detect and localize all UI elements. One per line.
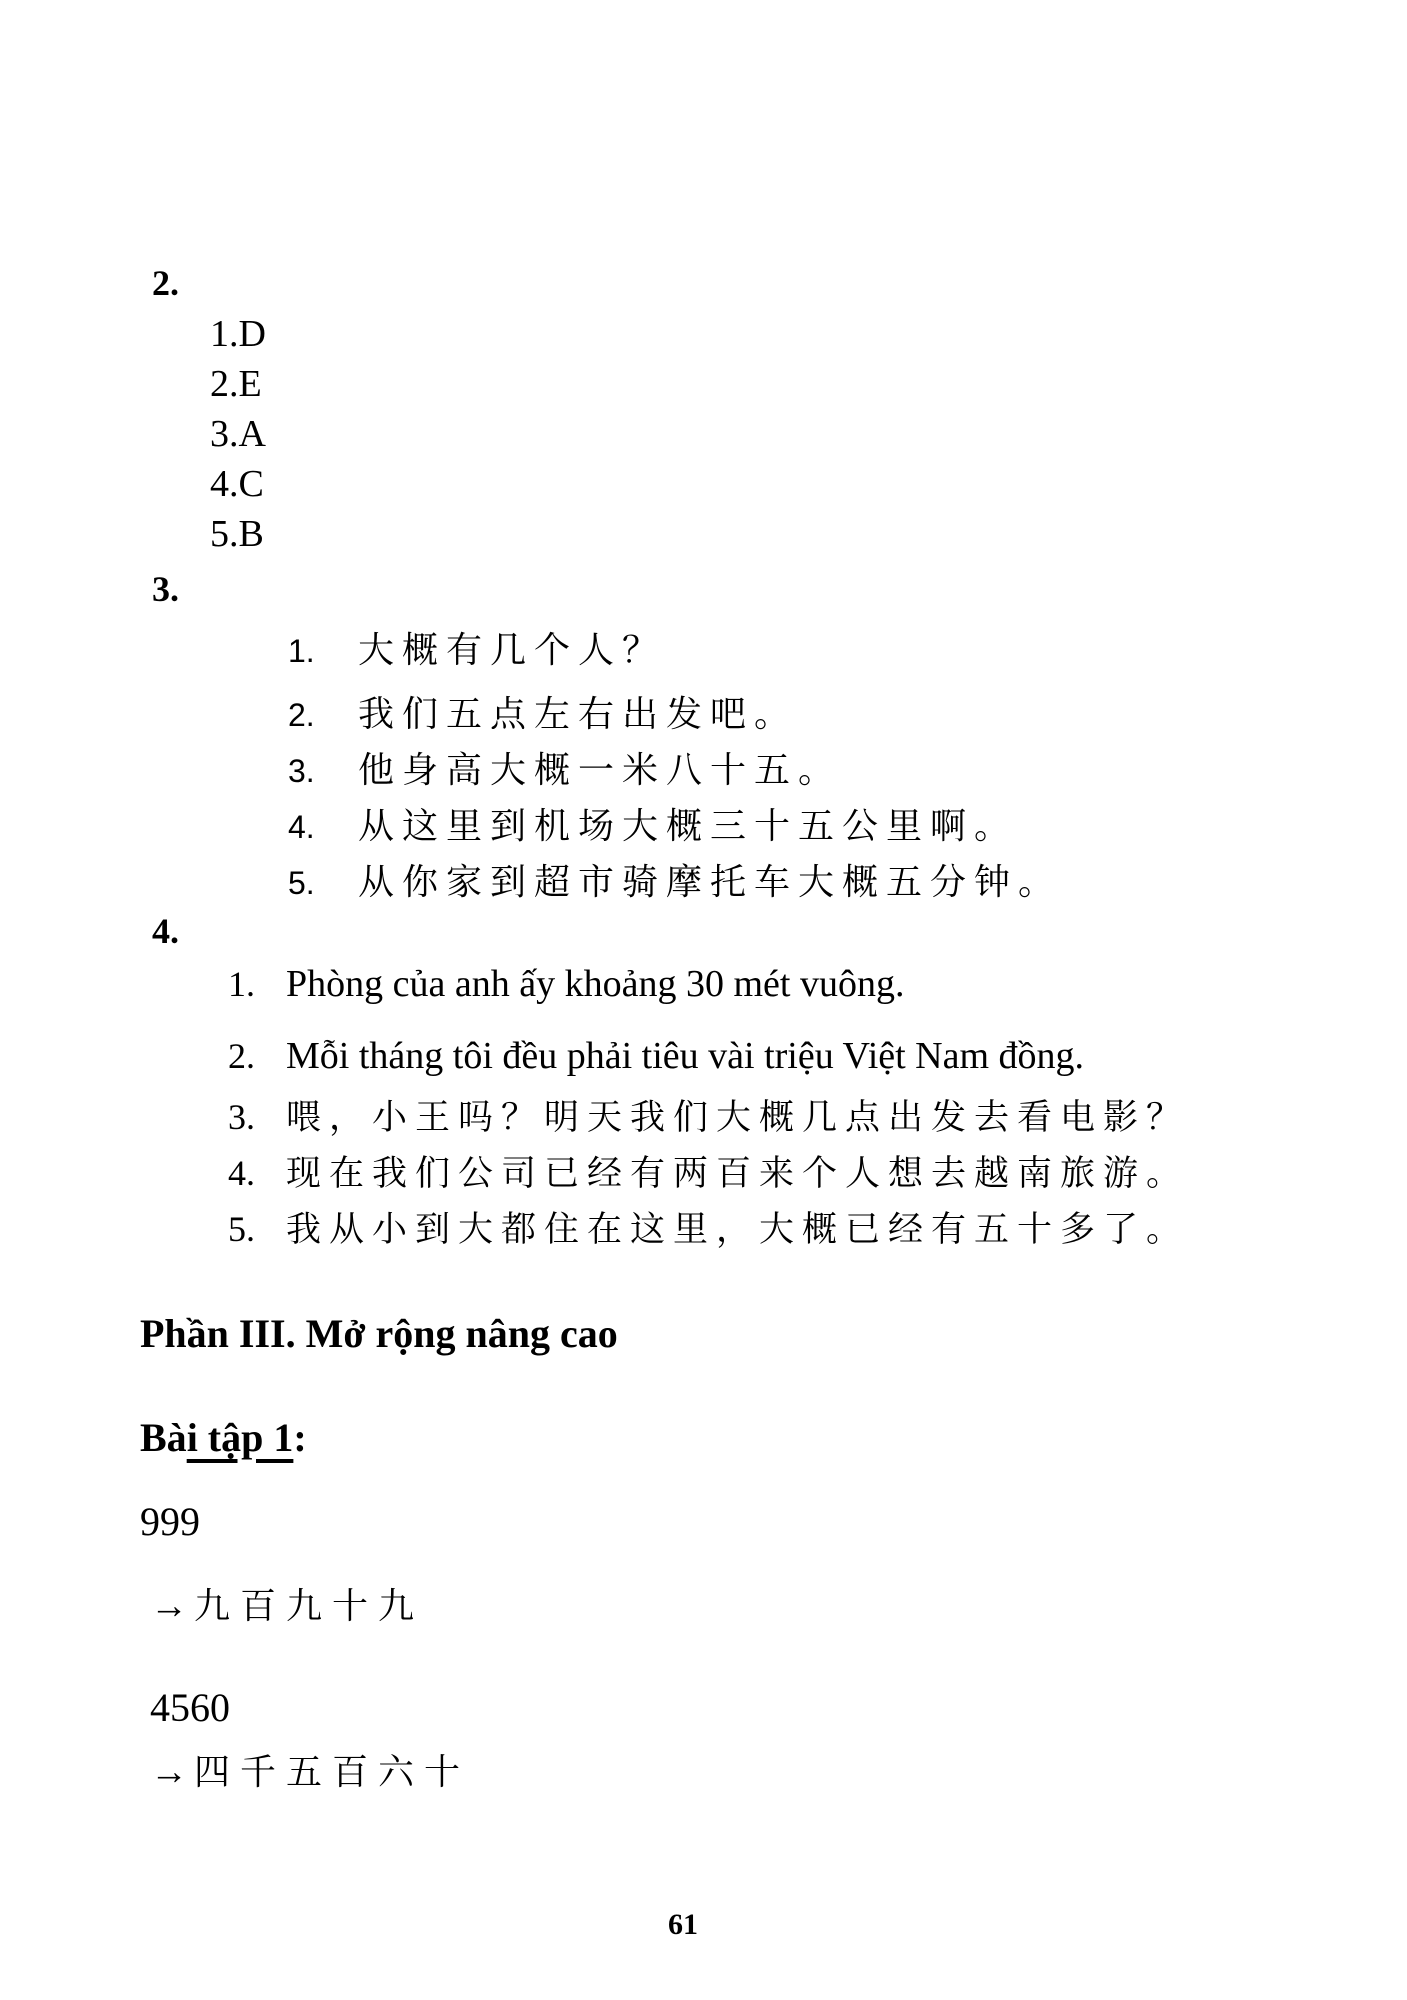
list-item [228, 1034, 1084, 1078]
section-3-label: 3. [152, 569, 179, 609]
item-text: 从你家到超市骑摩托车大概五分钟。 [358, 862, 1063, 903]
list-item [288, 686, 798, 737]
exercise-title-underlined: i tập 1 [186, 1415, 294, 1460]
list-item [288, 854, 1062, 905]
item-number: 2. [288, 697, 315, 733]
answer-item: 3.A [210, 413, 266, 455]
item-number: 5. [288, 865, 315, 901]
exercise-title-prefix: Bà [140, 1415, 187, 1460]
item-text: 我们五点左右出发吧。 [358, 694, 799, 735]
example-number: 999 [140, 1499, 200, 1544]
section-2-label: 2. [152, 263, 179, 303]
list-item [228, 1146, 1189, 1196]
item-number: 5. [228, 1209, 255, 1249]
arrow-right-icon: → [150, 1585, 188, 1627]
example-conversion [150, 1578, 424, 1629]
item-number: 1. [228, 964, 255, 1004]
answer-item: 1.D [210, 313, 266, 355]
item-number: 2. [228, 1036, 255, 1076]
example-chinese: 九百九十九 [194, 1586, 425, 1627]
list-item [228, 1202, 1189, 1252]
answer-item: 2.E [210, 363, 262, 405]
item-number: 1. [288, 633, 315, 669]
item-number: 3. [228, 1097, 255, 1137]
list-item [288, 798, 1018, 849]
answer-item: 5.B [210, 513, 264, 555]
list-item [288, 622, 666, 673]
item-text: 从这里到机场大概三十五公里啊。 [358, 806, 1019, 847]
example-chinese: 四千五百六十 [194, 1752, 471, 1793]
list-item [288, 742, 842, 793]
item-text: 我从小到大都住在这里，大概已经有五十多了。 [286, 1210, 1190, 1250]
item-text: 现在我们公司已经有两百来个人想去越南旅游。 [286, 1154, 1190, 1194]
list-item [228, 962, 904, 1006]
section-heading: Phần III. Mở rộng nâng cao [140, 1311, 618, 1356]
item-number: 4. [228, 1153, 255, 1193]
exercise-title-suffix: : [293, 1415, 307, 1460]
example-number: 4560 [150, 1685, 230, 1730]
example-conversion [150, 1744, 470, 1795]
page-number: 61 [668, 1908, 698, 1941]
item-text: 大概有几个人？ [358, 630, 667, 671]
item-text: Mỗi tháng tôi đều phải tiêu vài triệu Việt Nam đồng. [286, 1035, 1085, 1077]
item-number: 3. [288, 753, 315, 789]
section-4-label: 4. [152, 911, 179, 951]
list-item [228, 1090, 1189, 1140]
exercise-title [140, 1414, 307, 1461]
item-number: 4. [288, 809, 315, 845]
answer-item: 4.C [210, 463, 264, 505]
item-text: Phòng của anh ấy khoảng 30 mét vuông. [286, 963, 905, 1005]
arrow-right-icon: → [150, 1751, 188, 1793]
item-text: 喂，小王吗？明天我们大概几点出发去看电影？ [286, 1098, 1190, 1138]
item-text: 他身高大概一米八十五。 [358, 750, 843, 791]
